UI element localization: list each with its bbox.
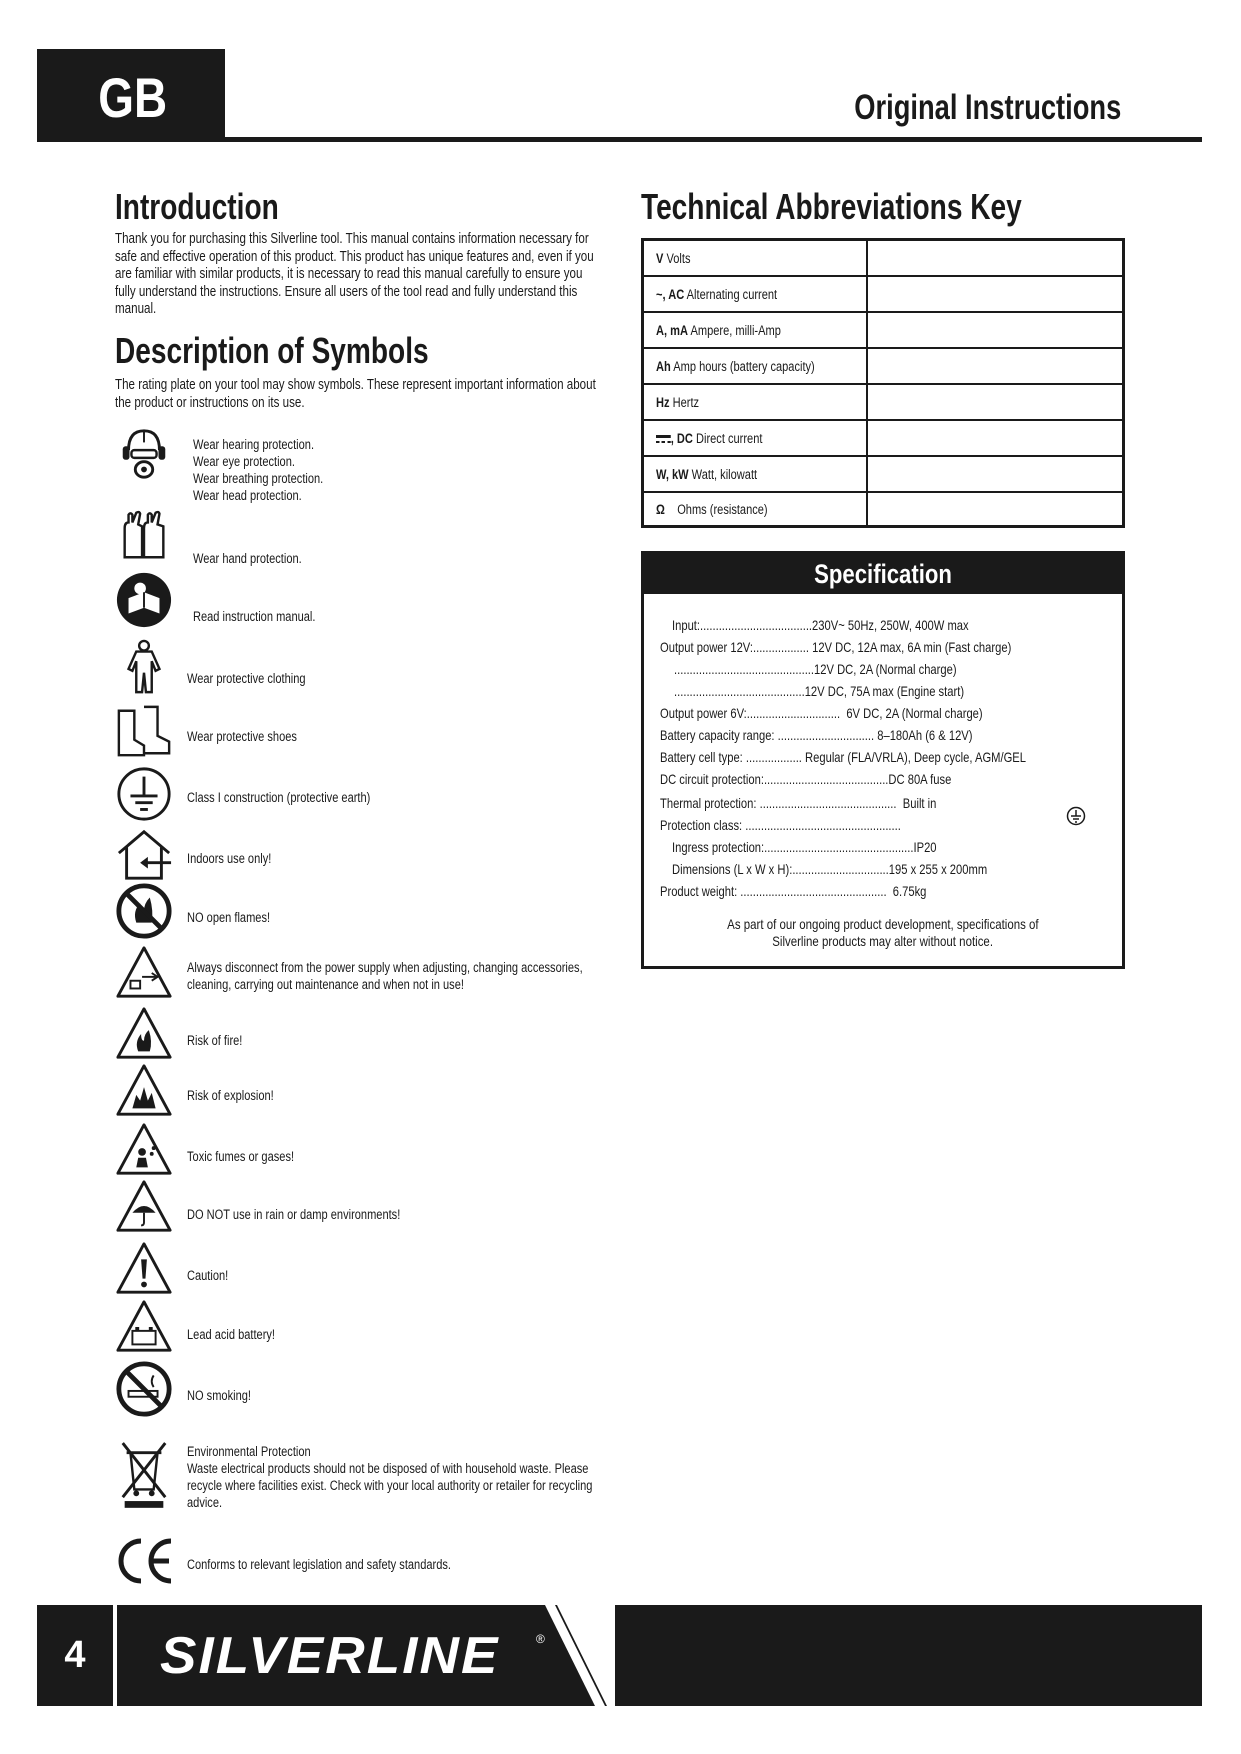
toxic-warning-icon	[115, 1121, 173, 1179]
gloves-icon	[115, 507, 173, 565]
no-flames-icon	[115, 882, 173, 940]
registered-mark: ®	[536, 1632, 545, 1646]
spec-row: ..........................................12V DC, 75A max (Engine start)	[674, 683, 965, 699]
symbol-text: Caution!	[187, 1268, 229, 1283]
fire-warning-icon	[115, 1005, 173, 1063]
symbol-text: Wear protective clothing	[187, 671, 306, 686]
symbol-text: Risk of explosion!	[187, 1088, 274, 1103]
spec-row: Dimensions (L x W x H):...............................195 x 255 x 200mm	[672, 861, 988, 877]
abbreviations-table	[641, 238, 1125, 528]
header-rule	[37, 137, 1202, 142]
symbol-text: NO smoking!	[187, 1388, 251, 1403]
specification-box	[641, 551, 1125, 969]
page-number: 4	[64, 1634, 86, 1676]
rain-warning-icon	[115, 1178, 173, 1236]
indoor-house-icon	[115, 826, 173, 884]
brand-logo: SILVERLINE	[160, 1627, 500, 1685]
table-row: ~, AC Alternating current	[644, 277, 1122, 313]
symbol-text: Indoors use only!	[187, 851, 272, 866]
table-row: , DC Direct current	[644, 421, 1122, 457]
footer-slash-graphic	[505, 1605, 615, 1706]
footer-divider	[113, 1605, 117, 1706]
spec-row: DC circuit protection:........................................DC 80A fuse	[660, 771, 952, 787]
earth-symbol-icon	[1066, 806, 1086, 826]
spec-note: As part of our ongoing product development, specifications of	[727, 916, 1039, 932]
spec-row: Battery capacity range: ............................... 8–180Ah (6 & 12V)	[660, 727, 973, 743]
spec-note: Silverline products may alter without notice.	[772, 933, 994, 949]
spec-row: Output power 6V:.............................. 6V DC, 2A (Normal charge)	[660, 705, 983, 721]
language-code: GB	[98, 66, 168, 129]
symbol-text: Read instruction manual.	[193, 609, 316, 624]
spec-row: Input:....................................230V~ 50Hz, 250W, 400W max	[672, 617, 969, 633]
explosion-warning-icon	[115, 1062, 173, 1120]
symbol-text: Environmental Protection Waste electrical products should not be disposed of with household waste. Please recycle where facilities exist. Check with your local authority or retailer for recycling advice.	[187, 1444, 593, 1510]
no-smoking-icon	[115, 1360, 173, 1418]
coverall-icon	[115, 638, 173, 696]
spec-row: .............................................12V DC, 2A (Normal charge)	[674, 661, 957, 677]
symbol-text: Toxic fumes or gases!	[187, 1149, 295, 1164]
symbol-text: Wear hand protection.	[193, 551, 302, 566]
abbreviations-heading: Technical Abbreviations Key	[641, 186, 1022, 227]
spec-row: Product weight: ............................................... 6.75kg	[660, 883, 927, 899]
caution-icon	[115, 1240, 173, 1298]
weee-bin-icon	[115, 1438, 173, 1510]
spec-row: Thermal protection: ............................................ Built in	[660, 795, 937, 811]
spec-row: Output power 12V:.................. 12V DC, 12A max, 6A min (Fast charge)	[660, 639, 1012, 655]
symbols-heading: Description of Symbols	[115, 330, 429, 371]
symbol-text: Class I construction (protective earth)	[187, 790, 371, 805]
read-manual-icon	[115, 571, 173, 629]
table-row: Hz Hertz	[644, 385, 1122, 421]
symbol-text: Conforms to relevant legislation and safety standards.	[187, 1557, 451, 1572]
battery-warning-icon	[115, 1298, 173, 1356]
spec-row: Ingress protection:................................................IP20	[672, 839, 937, 855]
earth-icon	[115, 765, 173, 823]
ce-mark-icon	[115, 1533, 175, 1589]
dc-symbol-icon	[656, 435, 671, 443]
symbol-text: NO open flames!	[187, 910, 271, 925]
symbol-text: Always disconnect from the power supply when adjusting, changing accessories, cleaning, carrying out maintenance and when not in use!	[187, 960, 583, 992]
disconnect-icon	[115, 944, 173, 1002]
symbol-text: DO NOT use in rain or damp environments!	[187, 1207, 401, 1222]
symbol-text: Wear protective shoes	[187, 729, 297, 744]
table-row: Ω Ohms (resistance)	[644, 493, 1122, 525]
table-row: A, mA Ampere, milli-Amp	[644, 313, 1122, 349]
ppe-head-icon	[115, 425, 173, 483]
table-row: V Volts	[644, 241, 1122, 277]
spec-row: Battery cell type: .................. Regular (FLA/VRLA), Deep cycle, AGM/GEL	[660, 749, 1027, 765]
symbol-text: Wear hearing protection. Wear eye protection. Wear breathing protection. Wear head protection.	[193, 437, 324, 503]
symbol-text: Lead acid battery!	[187, 1327, 276, 1342]
spec-row: Protection class: ..................................................	[660, 817, 901, 833]
page-title: Original Instructions	[854, 88, 1121, 127]
introduction-heading: Introduction	[115, 186, 279, 227]
introduction-body: Thank you for purchasing this Silverline tool. This manual contains information necessary for safe and effective operation of this product. This product has unique features and, even if you are familiar with similar products, it is necessary to read this manual carefully to ensure you fully understand the instructions. Ensure all users of the tool read and fully understand this manual.	[115, 231, 594, 317]
specification-heading: Specification	[644, 554, 1122, 594]
symbols-intro: The rating plate on your tool may show symbols. These represent important information about the product or instructions on its use.	[115, 377, 596, 411]
boots-icon	[115, 703, 173, 761]
table-row: W, kW Watt, kilowatt	[644, 457, 1122, 493]
symbol-text: Risk of fire!	[187, 1033, 243, 1048]
table-row: Ah Amp hours (battery capacity)	[644, 349, 1122, 385]
